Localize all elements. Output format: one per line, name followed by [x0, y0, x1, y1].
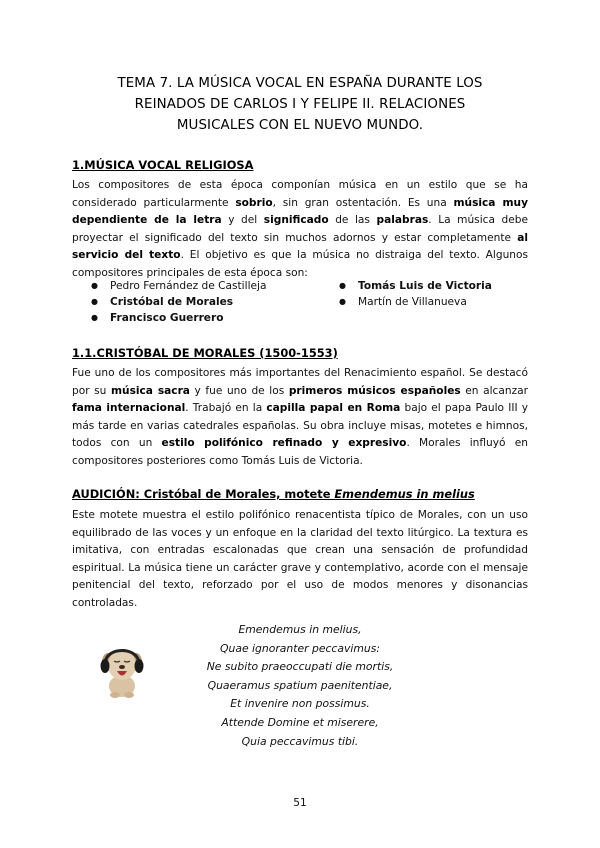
poem-line: Ne subito praeoccupati die mortis,	[206, 660, 394, 674]
section-paragraph	[72, 365, 528, 470]
poem-line: Attende Domine et miserere,	[221, 715, 379, 729]
section-heading-musica-vocal: 1.MÚSICA VOCAL RELIGIOSA	[72, 158, 254, 172]
bold-run: al servicio del texto	[72, 231, 528, 261]
text-run: Los compositores de esta época componían música en un estilo que se ha considerado particularmente	[72, 179, 528, 209]
motet-text	[170, 621, 430, 751]
heading-text: AUDICIÓN: Cristóbal de Morales, motete	[72, 487, 335, 501]
poem-line: Et invenire non possimus.	[230, 697, 370, 711]
composer-list-right	[338, 278, 492, 310]
text-run: . Morales influyó en compositores posteriores como Tomás Luis de Victoria.	[72, 437, 528, 467]
title-line: REINADOS DE CARLOS I Y FELIPE II. RELACIONES	[134, 97, 466, 112]
title-line: MUSICALES CON EL NUEVO MUNDO.	[176, 118, 424, 133]
audicion-paragraph: Este motete muestra el estilo polifónico renacentista típico de Morales, con un uso equilibrado de las voces y un enfoque en la claridad del texto litúrgico. La textura es imitativa, con entradas escalonadas que crean una sensación de profundidad espiritual. La música tiene un carácter grave y contemplativo, acorde con el mensaje penitencial del texto, reforzado por el uso de modos menores y disonancias controladas.	[72, 509, 528, 609]
poem-line: Quaeramus spatium paenitentiae,	[207, 678, 393, 692]
bold-run: palabras	[376, 214, 429, 226]
poem-line: Emendemus in melius,	[238, 623, 362, 636]
list-item: ● Pedro Fernández de Castilleja	[90, 278, 266, 294]
section-heading-audicion	[72, 487, 475, 501]
title-line: TEMA 7. LA MÚSICA VOCAL EN ESPAÑA DURANTE LOS	[117, 76, 483, 91]
bold-run: música sacra	[110, 384, 190, 397]
bold-run: capilla papal en Roma	[266, 402, 401, 414]
page-title	[72, 73, 528, 136]
list-item: ● Martín de Villanueva	[338, 294, 492, 310]
bold-run: primeros músicos españoles	[288, 384, 461, 397]
text-run: Fue uno de los compositores más importantes del Renacimiento español. Se destacó por su	[72, 367, 528, 397]
text-run: . El objetivo es que la música no distraiga del texto. Algunos compositores principales de esta época son:	[72, 249, 528, 279]
bold-run: sobrio	[235, 196, 273, 209]
heading-italic: Emendemus in melius	[334, 487, 475, 501]
bold-run: música muy dependiente de la letra	[72, 196, 528, 226]
poem-line: Quae ignoranter peccavimus:	[220, 641, 380, 655]
text-run: de las	[328, 214, 377, 226]
composer-list-left	[90, 278, 266, 326]
list-item: ● Francisco Guerrero	[90, 310, 266, 326]
poem-line: Quia peccavimus tibi.	[241, 734, 359, 748]
dog-headphones-icon	[97, 640, 147, 698]
text-run: y fue uno de los	[189, 384, 289, 397]
text-run: en alcanzar	[460, 384, 528, 397]
section-paragraph	[72, 177, 528, 282]
list-item: ● Cristóbal de Morales	[90, 294, 266, 310]
bold-run: significado	[263, 214, 329, 226]
section-heading-morales: 1.1.CRISTÓBAL DE MORALES (1500-1553)	[72, 346, 338, 360]
text-run: , sin gran ostentación. Es una	[272, 196, 454, 209]
page-number: 51	[293, 797, 307, 809]
text-run: y del	[221, 214, 264, 226]
bold-run: estilo polifónico refinado y expresivo	[161, 437, 407, 449]
bold-run: fama internacional	[72, 402, 186, 414]
text-run: bajo el papa Paulo III y más tarde en varias catedrales españolas. Su obra incluye misas, motetes e himnos, todos con un	[72, 402, 528, 449]
list-item: ● Tomás Luis de Victoria	[338, 278, 492, 294]
text-run: . La música debe proyectar el significado del texto sin muchos adornos y estar completamente	[72, 214, 528, 244]
text-run: . Trabajó en la	[185, 402, 267, 414]
